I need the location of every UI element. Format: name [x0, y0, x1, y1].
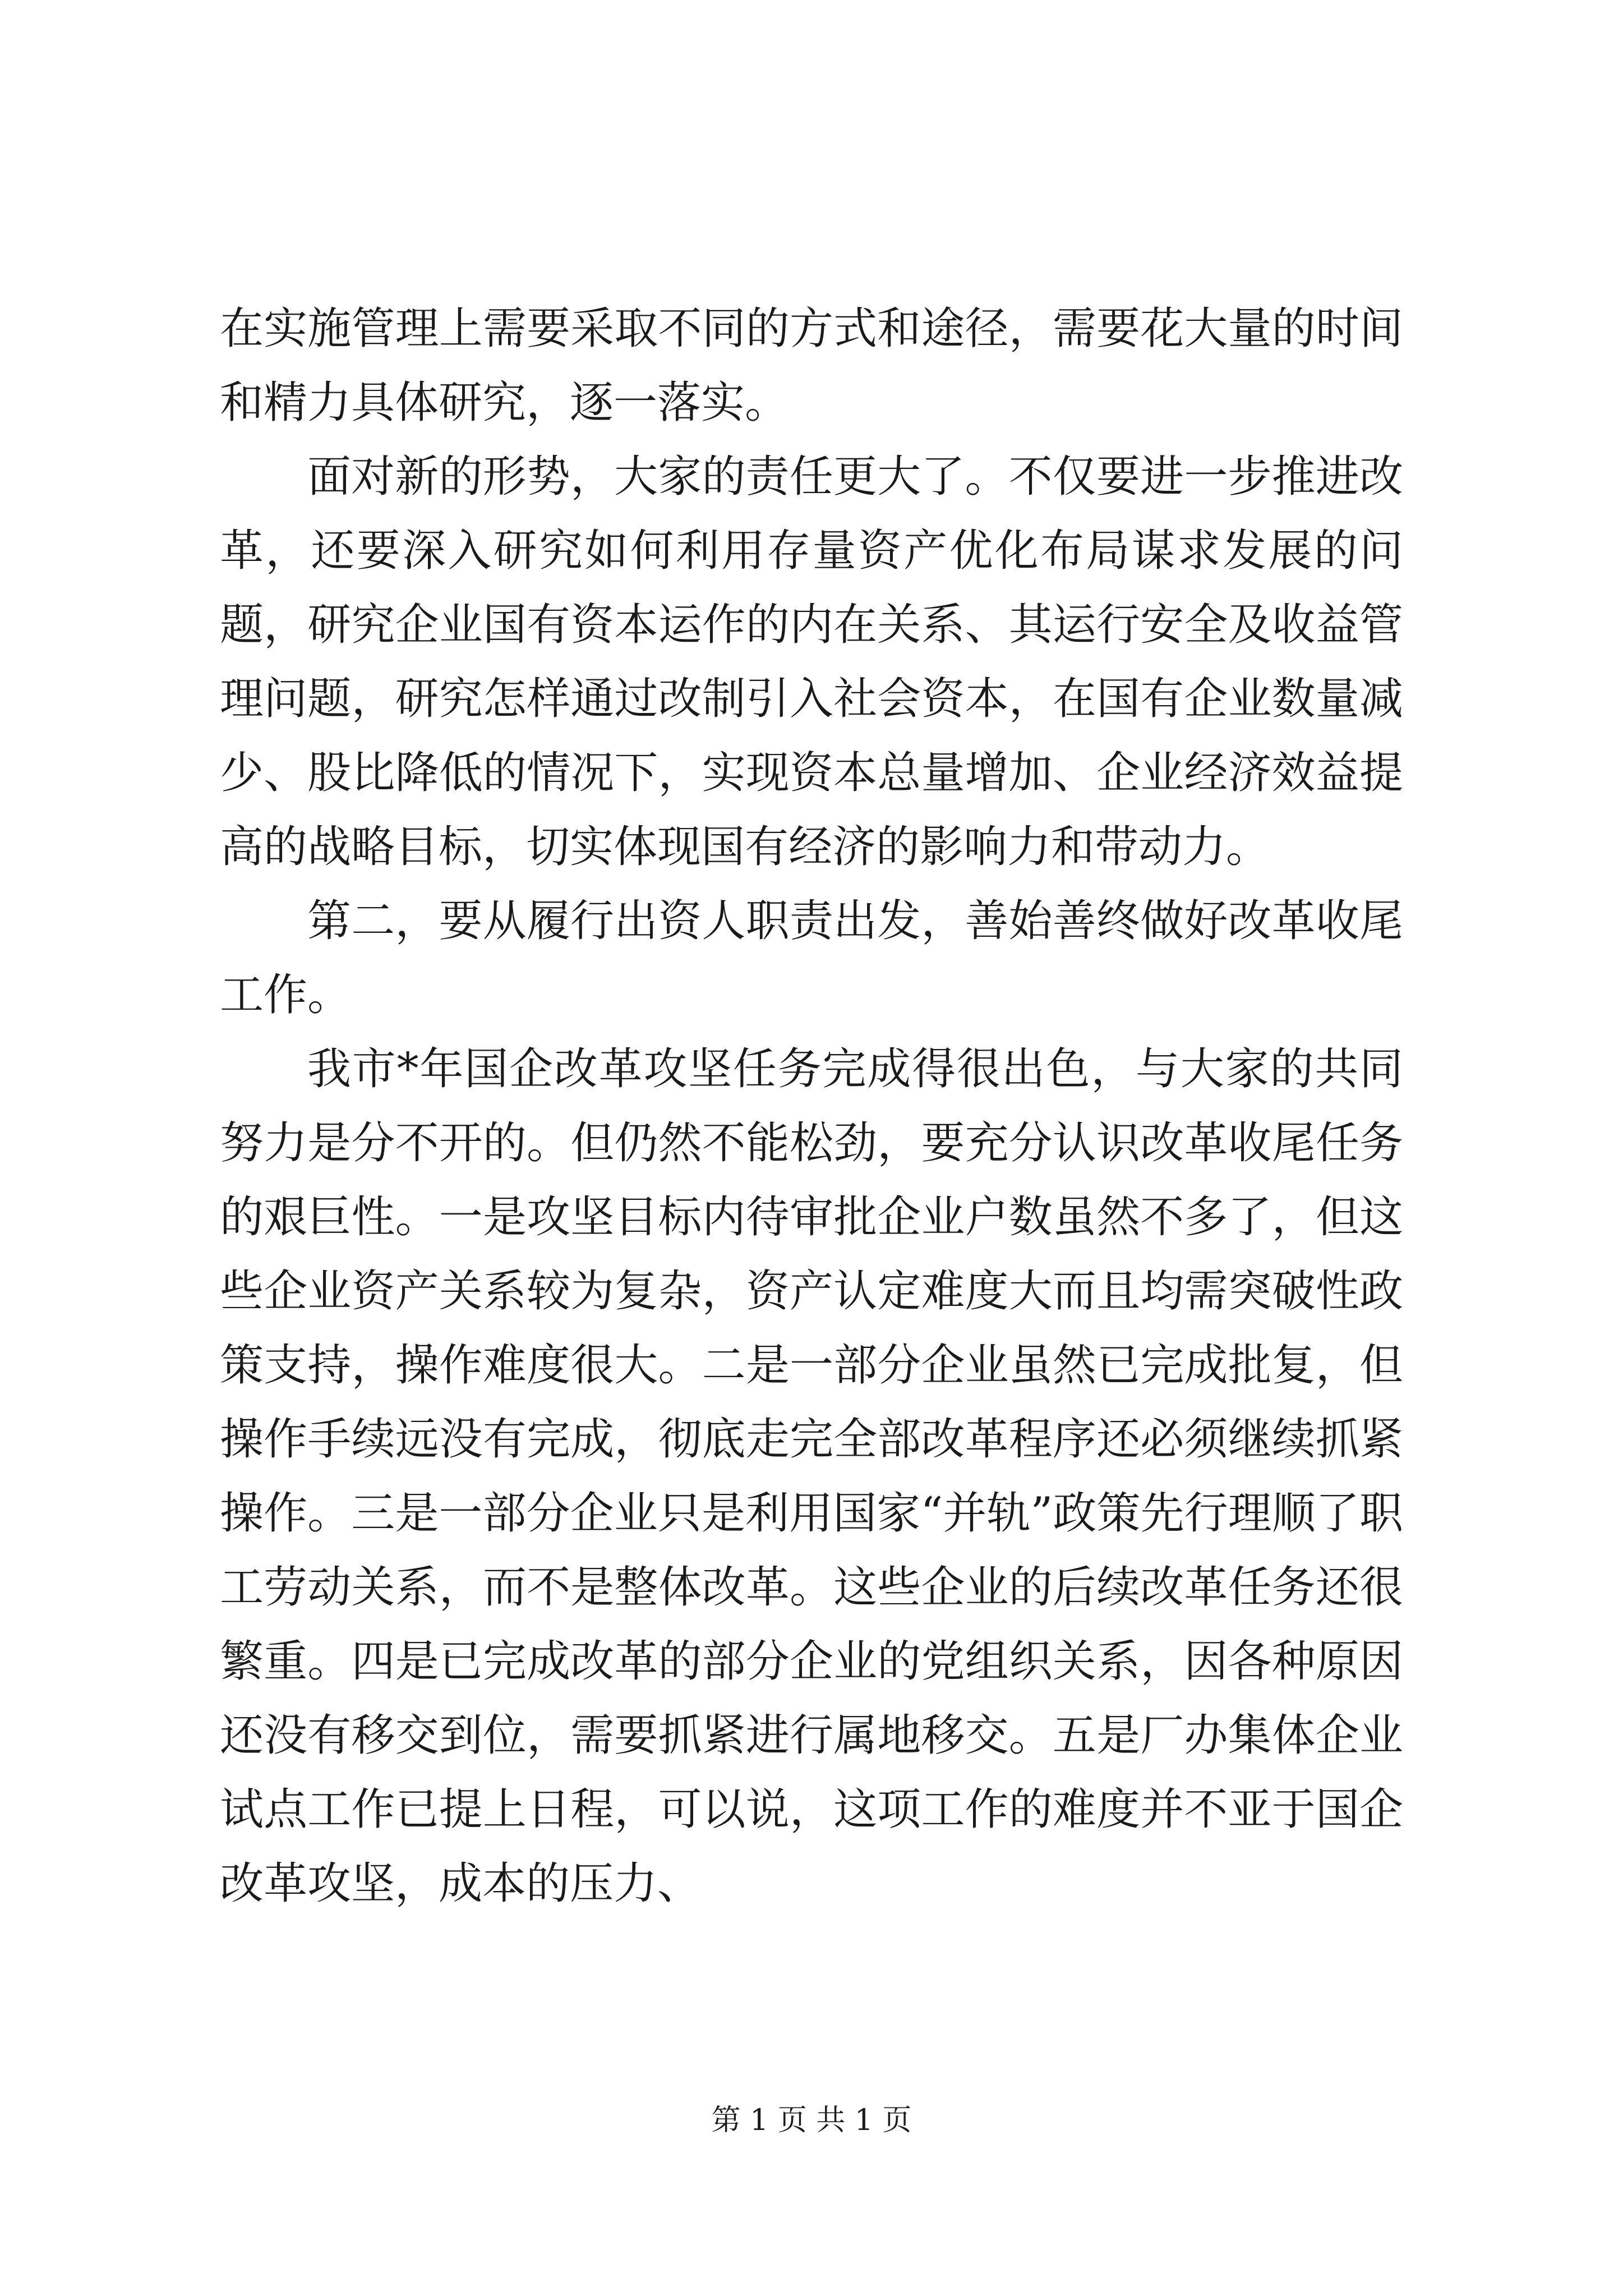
paragraph-reform-tasks: 我市*年国企改革攻坚任务完成得很出色，与大家的共同努力是分不开的。但仍然不能松劲，要充分认识改革收尾任务的艰巨性。一是攻坚目标内待审批企业户数虽然不多了，但这些企业资产关系较为复杂，资产认定难度大而且均需突破性政策支持，操作难度很大。二是一部分企业虽然已完成批复，但操作手续远没有完成，彻底走完全部改革程序还必须继续抓紧操作。三是一部分企业只是利用国家“并轨”政策先行理顺了职工劳动关系，而不是整体改革。这些企业的后续改革任务还很繁重。四是已完成改革的部分企业的党组织关系，因各种原因还没有移交到位，需要抓紧进行属地移交。五是厂办集体企业试点工作已提上日程，可以说，这项工作的难度并不亚于国企改革攻坚，成本的压力、 — [220, 1044, 1403, 1909]
paragraph-second-point: 第二，要从履行出资人职责出发，善始善终做好改革收尾工作。 — [220, 896, 1403, 1020]
document-body — [220, 292, 1403, 1921]
paragraph-new-situation: 面对新的形势，大家的责任更大了。不仅要进一步推进改革，还要深入研究如何利用存量资产优化布局谋求发展的问题，研究企业国有资本运作的内在关系、其运行安全及收益管理问题，研究怎样通过改制引入社会资本，在国有企业数量减少、股比降低的情况下，实现资本总量增加、企业经济效益提高的战略目标，切实体现国有经济的影响力和带动力。 — [220, 452, 1403, 872]
paragraph-continuation: 在实施管理上需要采取不同的方式和途径，需要花大量的时间和精力具体研究，逐一落实。 — [220, 303, 1403, 428]
page-footer: 第 1 页 共 1 页 — [711, 2104, 912, 2137]
